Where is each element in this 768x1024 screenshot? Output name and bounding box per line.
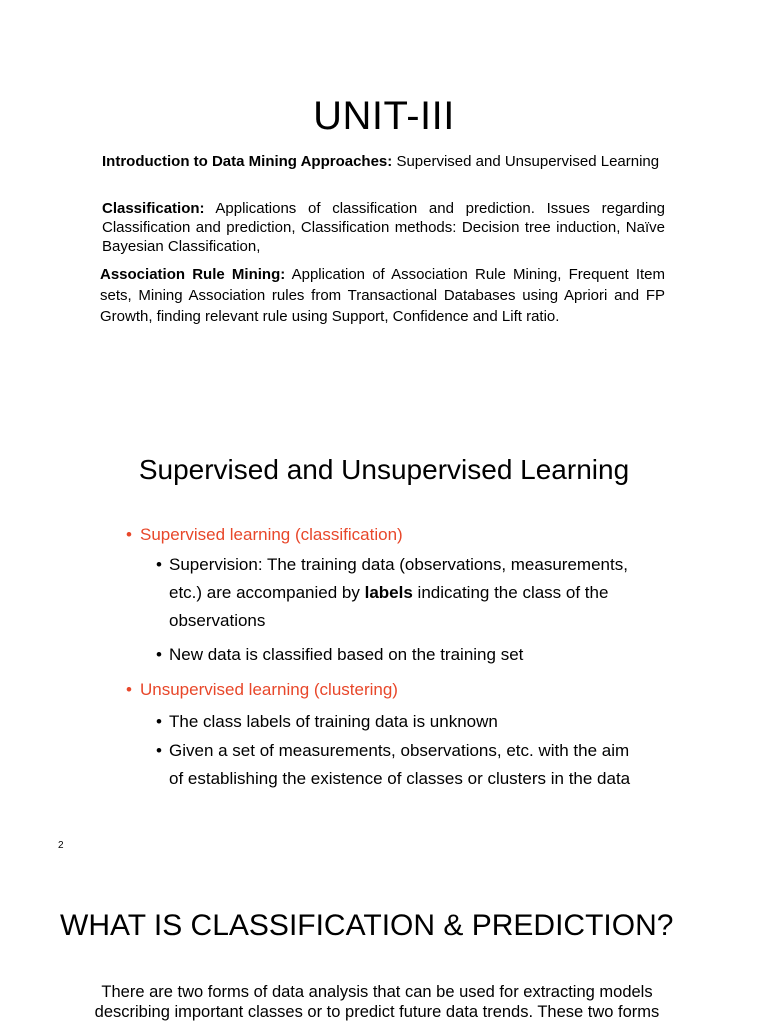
supervised-item-1	[156, 551, 636, 635]
bullet-icon: •	[126, 525, 132, 544]
page-number: 2	[58, 840, 64, 851]
intro-label: Introduction to Data Mining Approaches:	[102, 153, 393, 170]
unsupervised-item-2	[156, 737, 636, 793]
unsupervised-item-2-text: Given a set of measurements, observations, etc. with the aim of establishing the existence of classes or clusters in the data	[169, 741, 631, 788]
supervised-item-1-pre: Supervision: The training data (observations, measurements, etc.) are accompanied by	[169, 555, 628, 602]
slide3-body: There are two forms of data analysis that can be used for extracting models describing important classes or to predict future data trends. These two forms	[94, 983, 660, 1021]
intro-text: Supervised and Unsupervised Learning	[392, 153, 660, 170]
unsupervised-item-1	[156, 708, 636, 736]
intro-paragraph	[102, 152, 665, 171]
bullet-icon: •	[156, 712, 162, 731]
bullet-icon: •	[156, 645, 162, 664]
supervised-heading-text: Supervised learning (classification)	[140, 525, 403, 544]
supervised-heading	[126, 524, 646, 546]
unsupervised-item-1-text: The class labels of training data is unknown	[169, 712, 498, 731]
classification-paragraph	[102, 199, 665, 256]
unsupervised-heading	[126, 679, 646, 701]
supervised-item-1-text	[156, 551, 636, 635]
supervised-item-2	[156, 641, 636, 669]
bullet-icon: •	[156, 555, 162, 574]
supervised-item-1-post: indicating the class of the observations	[169, 583, 609, 630]
unsupervised-heading-text: Unsupervised learning (clustering)	[140, 680, 398, 699]
bullet-icon: •	[126, 680, 132, 699]
classification-label: Classification:	[102, 200, 205, 217]
association-label: Association Rule Mining:	[100, 266, 286, 283]
bullet-icon: •	[156, 741, 162, 760]
labels-keyword: labels	[364, 583, 413, 602]
unit-title: UNIT-III	[313, 94, 455, 138]
classification-text: Applications of classification and prediction. Issues regarding Classification and prediction, Classification methods: Decision tree induction, Naïve Bayesian Classification,	[102, 200, 665, 255]
supervised-item-2-text: New data is classified based on the training set	[169, 645, 524, 664]
slide2-title: Supervised and Unsupervised Learning	[138, 454, 630, 485]
association-paragraph	[100, 264, 665, 327]
slide3-title: WHAT IS CLASSIFICATION & PREDICTION?	[60, 909, 674, 942]
association-text: Application of Association Rule Mining, Frequent Item sets, Mining Association rules from Transactional Databases using Apriori and FP Growth, finding relevant rule using Support, Confidence and Lift ratio.	[100, 266, 665, 325]
